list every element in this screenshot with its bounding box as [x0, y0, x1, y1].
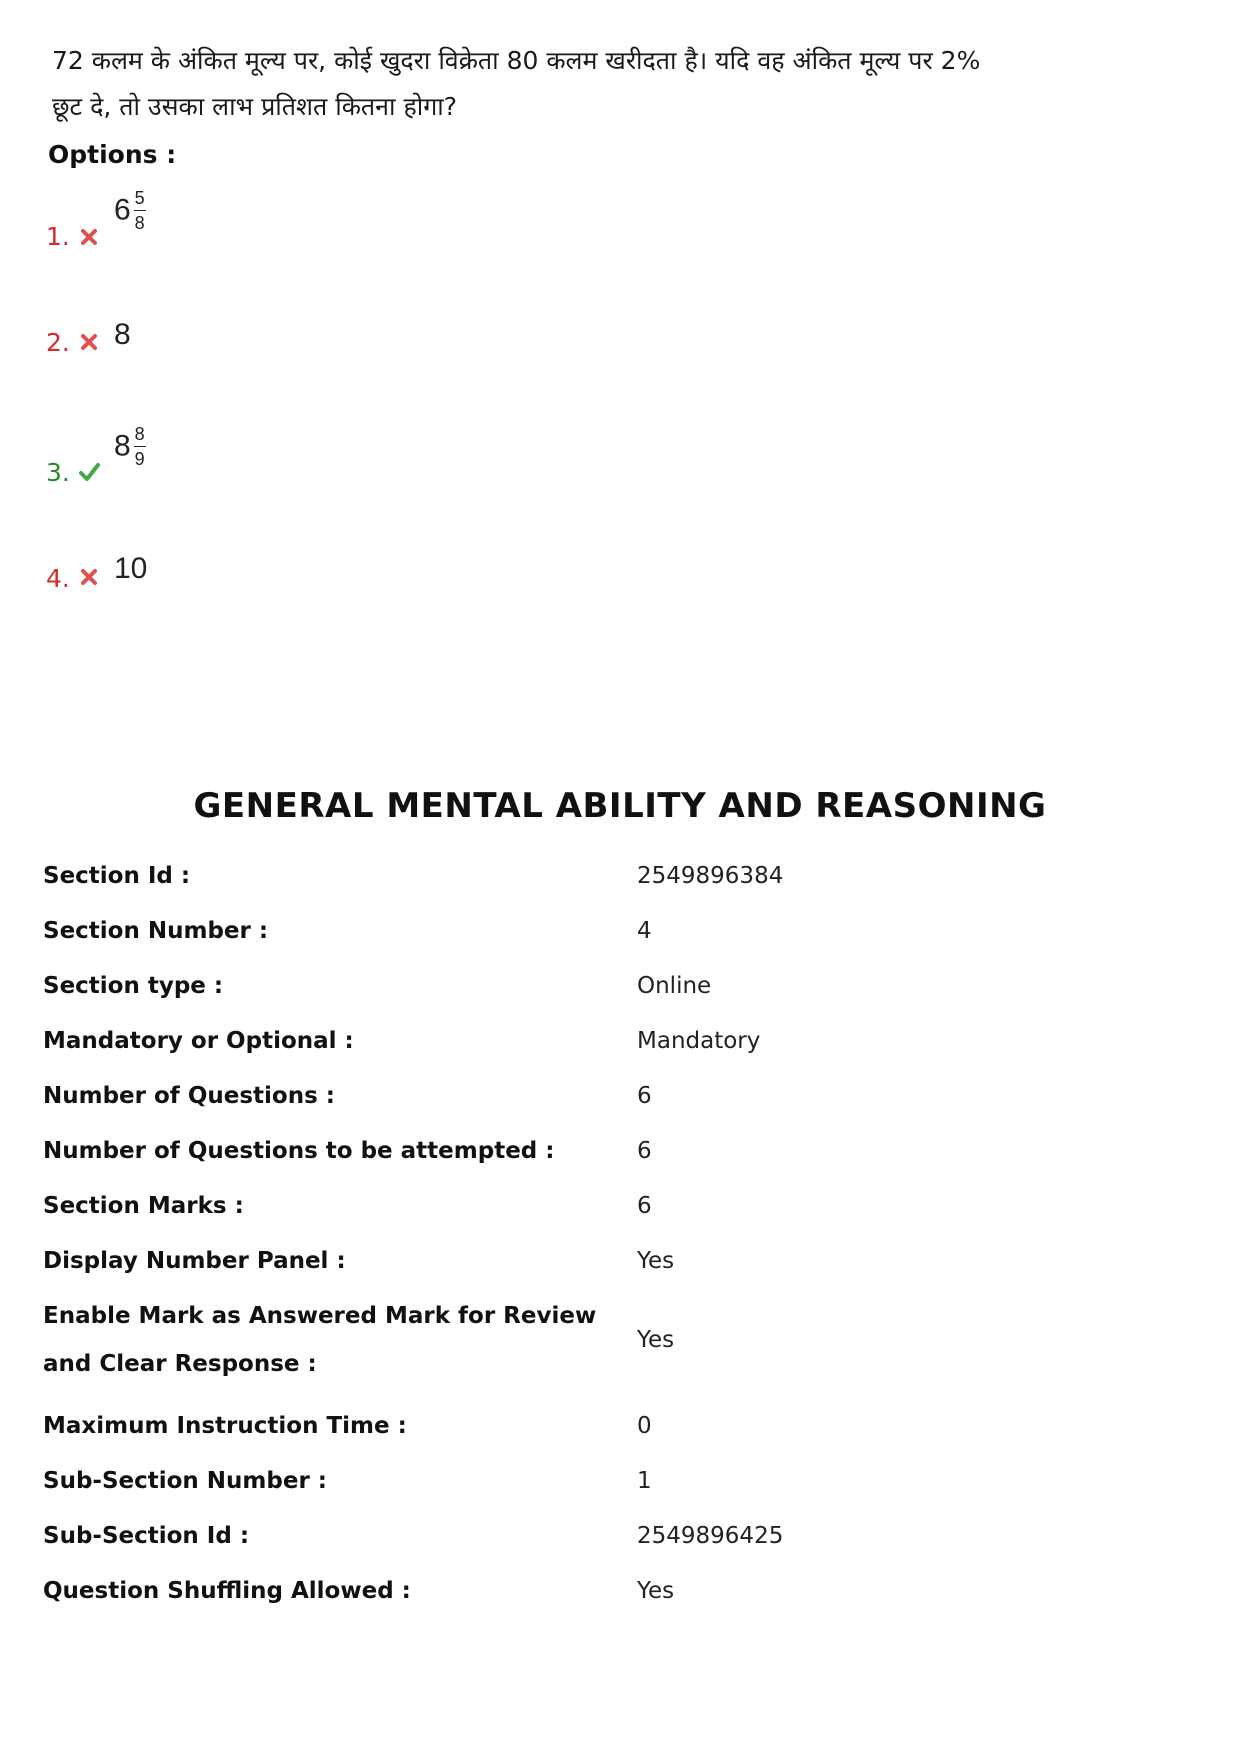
- info-label: Section type :: [43, 973, 224, 999]
- option-value: [114, 188, 146, 233]
- fraction-numerator: 8: [134, 424, 145, 444]
- question-text: 72 कलम के अंकित मूल्य पर, कोई खुदरा विक्रेता 80 कलम खरीदता है। यदि वह अंकित मूल्य पर 2% छूट दे, तो उसका लाभ प्रतिशत कितना होगा?: [52, 46, 981, 121]
- option-whole: 8: [114, 429, 131, 463]
- info-value: 1: [637, 1468, 652, 1494]
- option-fraction: [134, 188, 146, 233]
- option-4[interactable]: [46, 552, 446, 622]
- info-label: Number of Questions :: [43, 1083, 335, 1109]
- option-1[interactable]: [46, 188, 446, 258]
- info-value: Yes: [637, 1327, 675, 1353]
- option-value: 8: [114, 318, 131, 351]
- option-number: 2.: [46, 328, 70, 357]
- option-value: 10: [114, 552, 148, 585]
- info-value: 0: [637, 1413, 652, 1439]
- info-label: Maximum Instruction Time :: [43, 1413, 407, 1439]
- info-value: Mandatory: [637, 1028, 761, 1054]
- info-label: Mandatory or Optional :: [43, 1028, 354, 1054]
- info-value: 4: [637, 918, 652, 944]
- cross-icon: [78, 226, 100, 248]
- info-label: Question Shuffling Allowed :: [43, 1578, 411, 1604]
- info-label: Sub-Section Id :: [43, 1523, 250, 1549]
- option-fraction: [134, 424, 146, 469]
- option-3[interactable]: [46, 424, 446, 494]
- info-label: Section Marks :: [43, 1193, 244, 1219]
- cross-icon: [78, 566, 100, 588]
- info-value: 6: [637, 1193, 652, 1219]
- fraction-numerator: 5: [134, 188, 145, 208]
- info-value: 2549896384: [637, 863, 784, 889]
- option-number: 3.: [46, 458, 70, 487]
- info-label: Section Number :: [43, 918, 269, 944]
- section-title: GENERAL MENTAL ABILITY AND REASONING: [193, 786, 1047, 826]
- option-value: [114, 424, 146, 469]
- options-label: Options :: [48, 140, 177, 169]
- check-icon: [78, 461, 100, 483]
- info-value: 2549896425: [637, 1523, 784, 1549]
- info-value: 6: [637, 1138, 652, 1164]
- info-value: Yes: [637, 1578, 675, 1604]
- info-value: 6: [637, 1083, 652, 1109]
- fraction-denominator: 9: [134, 449, 145, 469]
- option-number: 4.: [46, 564, 70, 593]
- info-value: Yes: [637, 1248, 675, 1274]
- info-label: Sub-Section Number :: [43, 1468, 328, 1494]
- option-2[interactable]: [46, 318, 446, 388]
- info-value: Online: [637, 973, 712, 999]
- cross-icon: [78, 331, 100, 353]
- info-label: Section Id :: [43, 863, 191, 889]
- option-number: 1.: [46, 222, 70, 251]
- fraction-denominator: 8: [134, 213, 145, 233]
- option-whole: 6: [114, 193, 131, 227]
- info-label: Enable Mark as Answered Mark for Review and Clear Response :: [43, 1303, 597, 1377]
- info-label: Display Number Panel :: [43, 1248, 346, 1274]
- info-label: Number of Questions to be attempted :: [43, 1138, 555, 1164]
